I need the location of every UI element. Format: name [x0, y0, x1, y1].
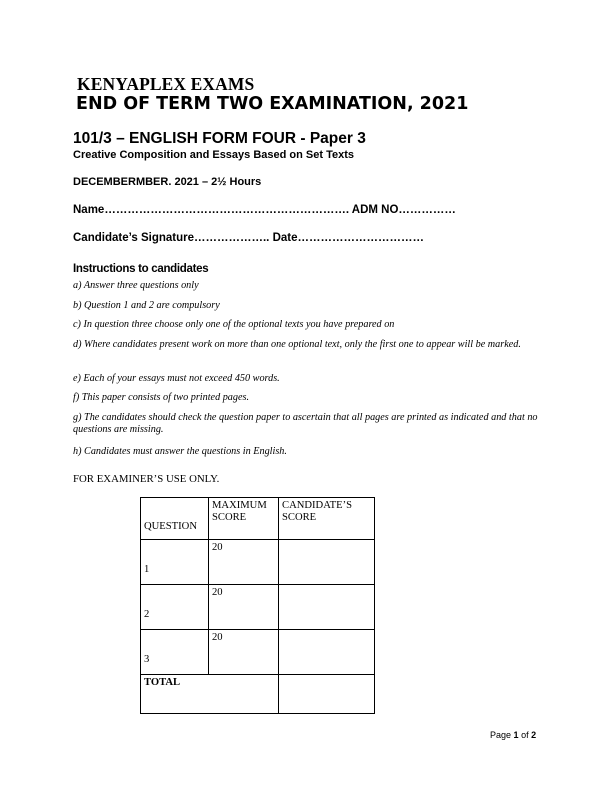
- name-adm-field: Name………………………………………………………. ADM NO……………: [73, 204, 456, 216]
- total-score-cell: [279, 675, 375, 714]
- instructions-heading: Instructions to candidates: [73, 263, 209, 275]
- candidate-score-cell: [279, 540, 375, 585]
- max-score: 20: [209, 630, 279, 675]
- of-word: of: [521, 730, 529, 740]
- question-number: 1: [141, 540, 209, 585]
- header-candidate-score: CANDIDATE’S SCORE: [279, 498, 375, 540]
- candidate-score-cell: [279, 630, 375, 675]
- paper-title: 101/3 – ENGLISH FORM FOUR - Paper 3: [73, 130, 366, 147]
- instruction-item: f) This paper consists of two printed pages.: [73, 392, 250, 403]
- table-row: [141, 585, 375, 630]
- exam-title: END OF TERM TWO EXAMINATION, 2021: [76, 94, 469, 114]
- paper-subtitle: Creative Composition and Essays Based on Set Texts: [73, 149, 354, 161]
- signature-date-field: Candidate’s Signature……………….. Date……………………………: [73, 232, 424, 244]
- max-score: 20: [209, 540, 279, 585]
- page-number: [490, 730, 536, 740]
- instruction-item: g) The candidates should check the question paper to ascertain that all pages are printed as indicated and that no questions are missing.: [73, 412, 538, 435]
- question-number: 3: [141, 630, 209, 675]
- page-word: Page: [490, 730, 512, 740]
- instruction-item: e) Each of your essays must not exceed 450 words.: [73, 373, 280, 384]
- examiner-use-label: FOR EXAMINER’S USE ONLY.: [73, 473, 220, 485]
- instruction-item: b) Question 1 and 2 are compulsory: [73, 300, 220, 311]
- header-question: QUESTION: [141, 498, 209, 540]
- instruction-item: d) Where candidates present work on more than one optional text, only the first one to appear will be marked.: [73, 339, 521, 350]
- instruction-item: a) Answer three questions only: [73, 280, 199, 291]
- table-row: [141, 540, 375, 585]
- score-table: [140, 497, 375, 714]
- total-row: [141, 675, 375, 714]
- instruction-item: c) In question three choose only one of the optional texts you have prepared on: [73, 319, 395, 330]
- question-number: 2: [141, 585, 209, 630]
- total-label: TOTAL: [141, 675, 279, 714]
- current-page: 1: [513, 730, 519, 740]
- max-score: 20: [209, 585, 279, 630]
- table-header-row: [141, 498, 375, 540]
- table-row: [141, 630, 375, 675]
- header-max-score: MAXIMUM SCORE: [209, 498, 279, 540]
- organization-name: KENYAPLEX EXAMS: [77, 74, 255, 94]
- exam-date-duration: DECEMBERMBER. 2021 – 2½ Hours: [73, 176, 262, 188]
- instruction-item: h) Candidates must answer the questions in English.: [73, 446, 287, 457]
- candidate-score-cell: [279, 585, 375, 630]
- total-pages: 2: [531, 730, 537, 740]
